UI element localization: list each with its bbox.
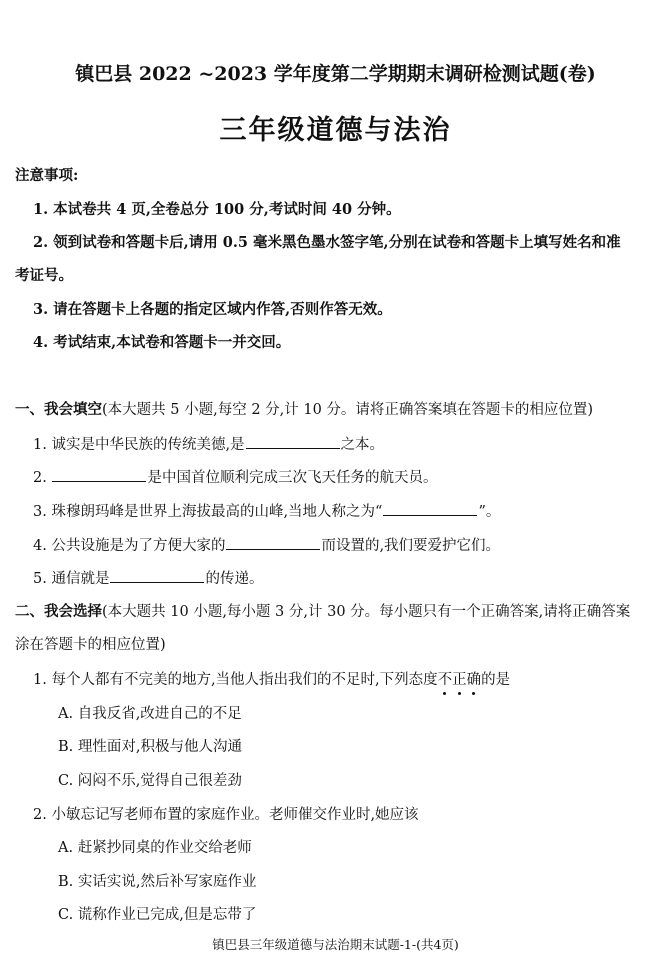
subject-title: 三年级道德与法治 <box>219 115 452 146</box>
fill-question-3-text: 3. 珠穆朗玛峰是世界上海拔最高的山峰,当地人称之为“ <box>33 504 383 520</box>
answer-blank <box>52 467 146 482</box>
section2-title <box>15 602 630 622</box>
choice-option-c: C. 闷闷不乐,觉得自己很差劲 <box>58 773 242 789</box>
fill-question-4-text-end: 而设置的,我们要爱护它们。 <box>321 538 501 554</box>
choice-question-2: 2. 小敏忘记写老师布置的家庭作业。老师催交作业时,她应该 <box>33 807 419 823</box>
notice-heading: 注意事项: <box>15 167 79 184</box>
choice-option-b: B. 实话实说,然后补写家庭作业 <box>58 874 257 890</box>
notice-item-2: 2. 领到试卷和答题卡后,请用 0.5 毫米黑色墨水签字笔,分别在试卷和答题卡上填写姓名和准 <box>33 234 621 251</box>
fill-question-4 <box>33 535 500 556</box>
fill-question-1-text-end: 之本。 <box>340 437 385 453</box>
fill-question-2-text: 2. <box>33 470 52 486</box>
fill-question-1-text: 1. 诚实是中华民族的传统美德,是 <box>33 437 245 453</box>
answer-blank <box>226 535 320 550</box>
choice-question-1-stem: 1. 每个人都有不完美的地方,当他人指出我们的不足时,下列态度 <box>33 672 438 688</box>
answer-blank <box>246 434 340 449</box>
notice-item-3: 3. 请在答题卡上各题的指定区域内作答,否则作答无效。 <box>33 301 392 318</box>
answer-blank <box>383 501 477 516</box>
notice-item-4: 4. 考试结束,本试卷和答题卡一并交回。 <box>33 334 291 351</box>
choice-option-a: A. 赶紧抄同桌的作业交给老师 <box>58 840 252 856</box>
choice-question-1-stem-end: 的是 <box>481 672 511 688</box>
section2-note-cont: 涂在答题卡的相应位置) <box>15 637 166 653</box>
section1-heading: 一、我会填空 <box>15 401 102 418</box>
fill-question-3-text-end: ”。 <box>478 504 501 520</box>
emphasis-char: 正 <box>452 672 467 688</box>
fill-question-5-text-end: 的传递。 <box>205 571 264 587</box>
fill-question-3 <box>33 501 500 522</box>
exam-title: 镇巴县 2022 ~2023 学年度第二学期期末调研检测试题(卷) <box>75 63 596 85</box>
notice-item-2-cont: 考证号。 <box>15 267 73 284</box>
notice-item-1: 1. 本试卷共 4 页,全卷总分 100 分,考试时间 40 分钟。 <box>33 201 401 218</box>
choice-option-a: A. 自我反省,改进自己的不足 <box>58 706 242 722</box>
section1-title <box>15 400 593 420</box>
fill-question-2 <box>33 467 437 488</box>
section2-note: (本大题共 10 小题,每小题 3 分,计 30 分。每小题只有一个正确答案,请将正确答案 <box>102 604 631 620</box>
choice-option-c: C. 谎称作业已完成,但是忘带了 <box>58 907 257 923</box>
fill-question-2-text-end: 是中国首位顺利完成三次飞天任务的航天员。 <box>147 470 438 486</box>
fill-question-4-text: 4. 公共设施是为了方便大家的 <box>33 538 226 554</box>
fill-question-5 <box>33 568 263 589</box>
fill-question-1 <box>33 434 384 455</box>
answer-blank <box>110 568 204 583</box>
emphasis-char: 确 <box>466 672 482 688</box>
fill-question-5-text: 5. 通信就是 <box>33 571 110 587</box>
section2-heading: 二、我会选择 <box>15 603 102 620</box>
choice-question-1 <box>33 670 510 690</box>
choice-option-b: B. 理性面对,积极与他人沟通 <box>58 739 242 755</box>
emphasis-char: 不 <box>437 672 453 688</box>
section1-note: (本大题共 5 小题,每空 2 分,计 10 分。请将正确答案填在答题卡的相应位置) <box>102 402 594 418</box>
page-footer: 镇巴县三年级道德与法治期末试题-1-(共4页) <box>212 937 459 952</box>
